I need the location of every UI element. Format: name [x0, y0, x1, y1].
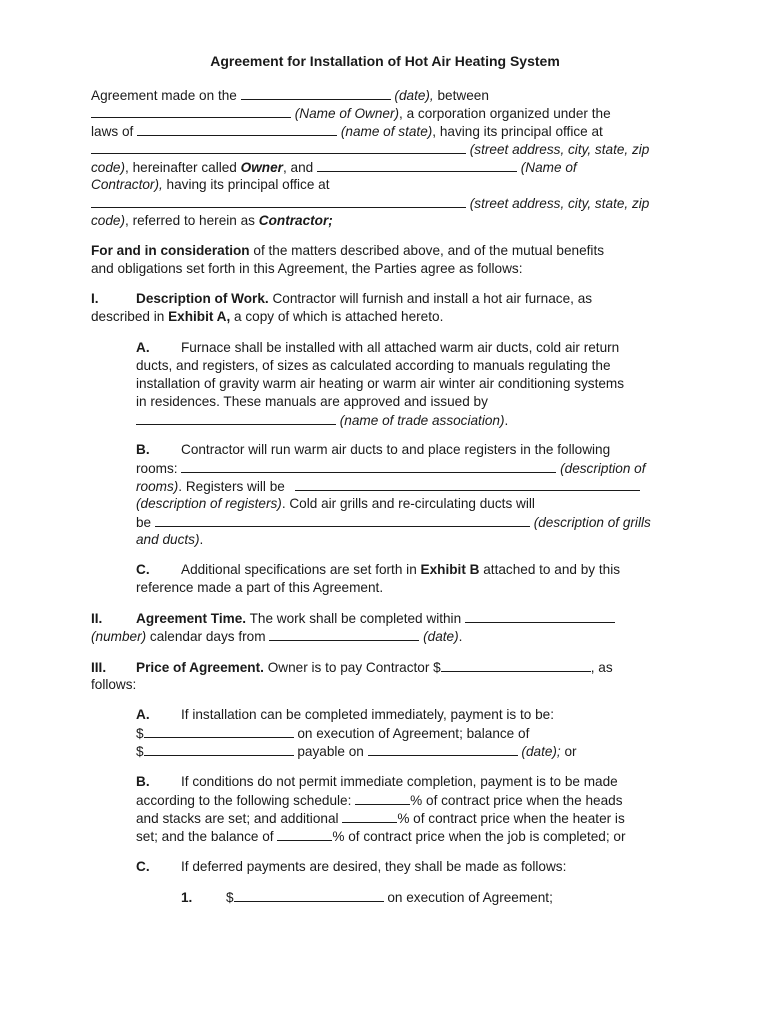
owner-name-blank[interactable] [91, 104, 291, 118]
section-3a-line-3: $ payable on (date); or [136, 744, 577, 759]
registers-blank[interactable] [295, 477, 640, 491]
section-3a-line-1: A. If installation can be completed immediately, payment is to be: [136, 707, 555, 722]
document-title: Agreement for Installation of Hot Air Heating System [210, 53, 560, 69]
completion-percent-blank[interactable] [277, 827, 332, 841]
section-1b-line-1: B. Contractor will run warm air ducts to and place registers in the following [136, 442, 611, 457]
section-1b-line-6: and ducts). [136, 532, 204, 547]
section-2-line-2: (number) calendar days from (date). [91, 629, 463, 644]
section-1a-line-5: (name of trade association). [136, 411, 508, 430]
state-blank[interactable] [137, 122, 337, 136]
section-3b-line-4: set; and the balance of % of contract price when the job is completed; or [136, 829, 626, 844]
section-3-heading: III. Price of Agreement. Owner is to pay Contractor $ , as [91, 660, 613, 675]
section-1a-line-4: in residences. These manuals are approved and issued by [136, 394, 488, 409]
heads-percent-blank[interactable] [355, 791, 410, 805]
balance-amount-blank[interactable] [144, 742, 294, 756]
section-1b-line-2: rooms: (description of [136, 461, 646, 476]
intro-line-1: Agreement made on the (date), between [91, 88, 489, 103]
section-1a-line-3: installation of gravity warm air heating or warm air winter air conditioning systems [136, 376, 625, 391]
section-2-heading: II. Agreement Time. The work shall be completed within [91, 609, 615, 628]
contract-price-blank[interactable] [441, 658, 591, 672]
section-3b-line-2: according to the following schedule: % of contract price when the heads [136, 793, 623, 808]
section-1b-line-4: (description of registers). Cold air grills and re-circulating ducts will [136, 496, 535, 511]
number-of-days-blank[interactable] [465, 609, 615, 623]
contractor-address-blank[interactable] [91, 194, 466, 208]
intro-line-4: (street address, city, state, zip [91, 140, 649, 159]
trade-association-blank[interactable] [136, 411, 336, 425]
section-3-line-2: follows: [91, 677, 137, 692]
consideration-line-1: For and in consideration of the matters described above, and of the mutual benefits [91, 243, 605, 258]
section-3a-line-2: $ on execution of Agreement; balance of [136, 726, 530, 741]
section-1b-line-3: rooms). Registers will be [136, 477, 640, 496]
owner-address-blank[interactable] [91, 140, 466, 154]
intro-line-7: (street address, city, state, zip [91, 194, 649, 213]
intro-line-8: code), referred to herein as Contractor; [91, 213, 333, 228]
section-3b-line-1: B. If conditions do not permit immediate completion, payment is to be made [136, 774, 618, 789]
section-1-heading: I. Description of Work. Contractor will furnish and install a hot air furnace, as [91, 291, 593, 306]
section-1-line-2: described in Exhibit A, a copy of which is attached hereto. [91, 309, 444, 324]
contractor-name-blank[interactable] [317, 158, 517, 172]
section-1c-line-1: C. Additional specifications are set forth in Exhibit B attached to and by this [136, 562, 621, 577]
section-1a-line-2: ducts, and registers, of sizes as calculated according to manuals regulating the [136, 358, 611, 373]
section-1a-line-1: A. Furnace shall be installed with all attached warm air ducts, cold air return [136, 340, 620, 355]
grills-blank[interactable] [155, 513, 530, 527]
intro-line-3: laws of (name of state), having its principal office at [91, 124, 603, 139]
execution-payment-blank[interactable] [144, 724, 294, 738]
date-blank[interactable] [241, 86, 391, 100]
balance-date-blank[interactable] [368, 742, 518, 756]
consideration-line-2: and obligations set forth in this Agreement, the Parties agree as follows: [91, 261, 523, 276]
deferred-payment-1-blank[interactable] [234, 888, 384, 902]
intro-line-2: (Name of Owner), a corporation organized under the [91, 104, 611, 123]
intro-line-6: Contractor), having its principal office at [91, 177, 330, 192]
heater-percent-blank[interactable] [342, 809, 397, 823]
rooms-blank[interactable] [181, 459, 556, 473]
section-1b-line-5: be (description of grills [136, 515, 651, 530]
start-date-blank[interactable] [269, 627, 419, 641]
section-3c-line-1: C. If deferred payments are desired, they shall be made as follows: [136, 859, 567, 874]
section-1c-line-2: reference made a part of this Agreement. [136, 580, 384, 595]
section-3b-line-3: and stacks are set; and additional % of contract price when the heater is [136, 811, 625, 826]
intro-line-5: code), hereinafter called Owner, and (Name of [91, 160, 577, 175]
section-3c-item-1: 1. $ on execution of Agreement; [181, 890, 553, 905]
